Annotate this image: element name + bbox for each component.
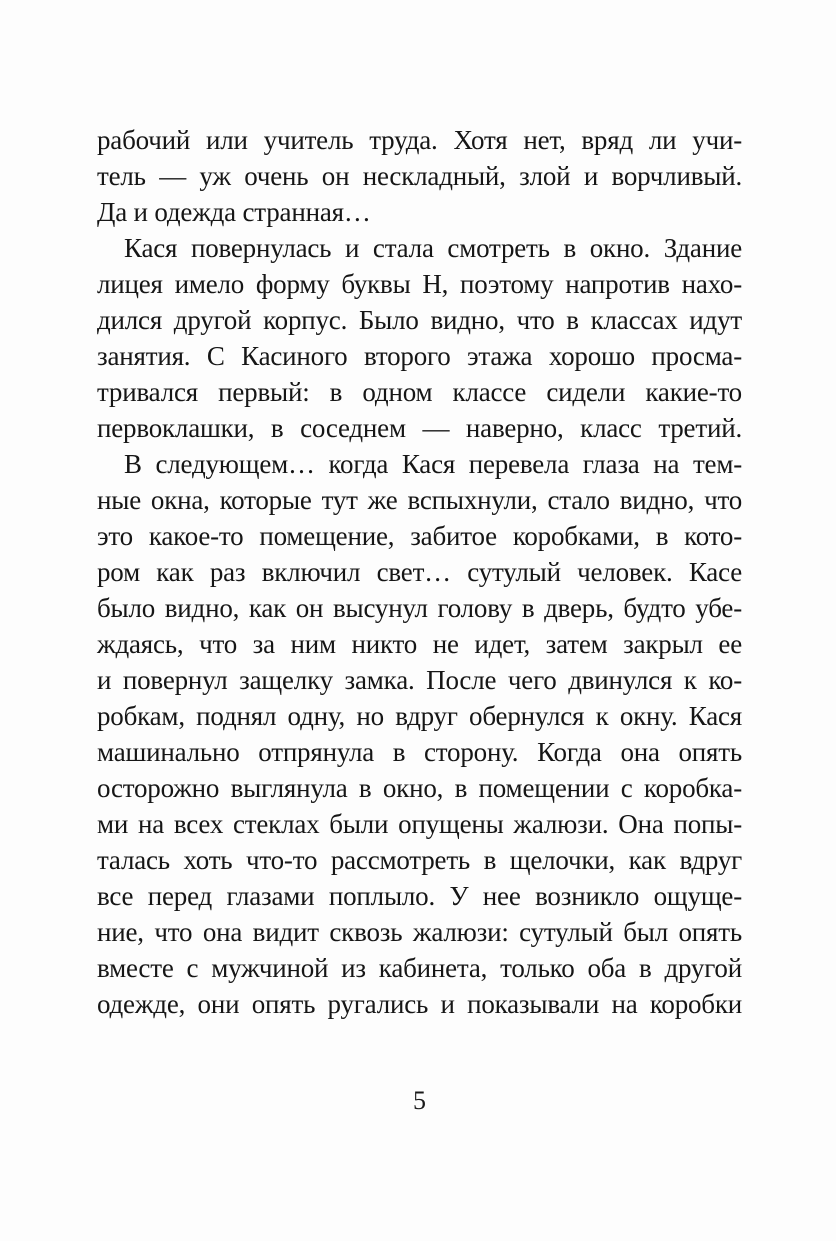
text-line: машинально отпрянула в сторону. Когда она опять — [97, 737, 742, 767]
paragraph — [97, 446, 742, 1022]
text-line: Да и одежда странная… — [97, 197, 371, 227]
text-line: лицея имело форму буквы Н, поэтому напротив нахо- — [97, 269, 742, 299]
paragraph — [97, 230, 742, 446]
text-line: робкам, поднял одну, но вдруг обернулся к окну. Кася — [97, 701, 742, 731]
text-line: вместе с мужчиной из кабинета, только оба в другой — [97, 953, 742, 983]
text-line: дился другой корпус. Было видно, что в классах идут — [97, 305, 742, 335]
text-line: это какое-то помещение, забитое коробками, в кото- — [97, 521, 742, 551]
text-line: ми на всех стеклах были опущены жалюзи. Она попы- — [97, 809, 742, 839]
body-text — [97, 122, 742, 1022]
text-line: Кася повернулась и стала смотреть в окно. Здание — [124, 233, 742, 263]
text-line: тель — уж очень он нескладный, злой и ворчливый. — [97, 161, 742, 191]
text-line: и повернул защелку замка. После чего двинулся к ко- — [97, 665, 742, 695]
text-line: ные окна, которые тут же вспыхнули, стало видно, что — [97, 485, 742, 515]
paragraph — [97, 122, 742, 230]
text-line: занятия. С Касиного второго этажа хорошо просма- — [97, 341, 742, 371]
text-line: ждаясь, что за ним никто не идет, затем закрыл ее — [97, 629, 742, 659]
text-line: ром как раз включил свет… сутулый человек. Касе — [97, 557, 742, 587]
text-line: талась хоть что-то рассмотреть в щелочки, как вдруг — [97, 845, 742, 875]
page-number: 5 — [413, 1086, 426, 1115]
text-line: одежде, они опять ругались и показывали на коробки — [97, 989, 742, 1019]
text-line: осторожно выглянула в окно, в помещении с коробка- — [97, 773, 742, 803]
text-line: тривался первый: в одном классе сидели какие-то — [97, 377, 742, 407]
text-line: рабочий или учитель труда. Хотя нет, вряд ли учи- — [97, 125, 742, 155]
text-line: ние, что она видит сквозь жалюзи: сутулый был опять — [97, 917, 742, 947]
text-line: все перед глазами поплыло. У нее возникло ощуще- — [97, 881, 742, 911]
text-line: было видно, как он высунул голову в дверь, будто убе- — [97, 593, 742, 623]
text-line: первоклашки, в соседнем — наверно, класс третий. — [97, 413, 742, 443]
text-line: В следующем… когда Кася перевела глаза на тем- — [124, 449, 742, 479]
